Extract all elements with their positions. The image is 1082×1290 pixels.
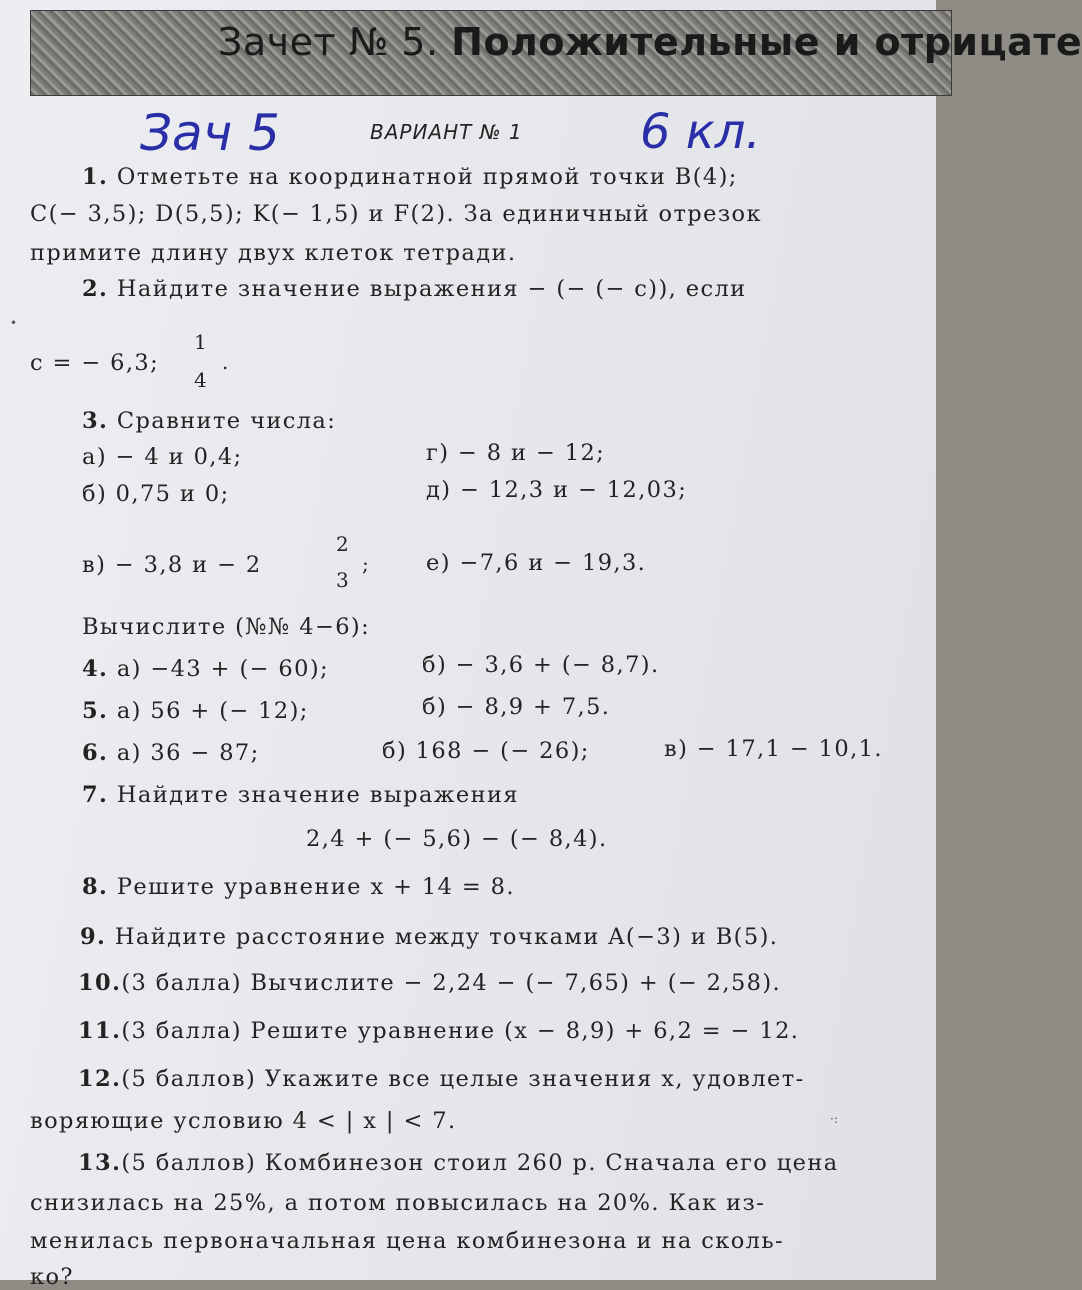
task-2-fraction-denominator: 4 [194, 368, 207, 392]
task-13-line-3: менилась первоначальная цена комбинезона и на сколь- [30, 1228, 785, 1254]
task-number: 6. [82, 740, 109, 766]
task-8 [82, 874, 515, 900]
task-3-g: г) − 8 и − 12; [426, 440, 606, 466]
task-3-fraction-numerator: 2 [336, 532, 349, 556]
handwritten-grade: 6 кл. [640, 104, 761, 160]
variant-label: ВАРИАНТ № 1 [370, 120, 523, 144]
task-3-title [82, 408, 336, 434]
task-text: Решите уравнение x + 14 = 8. [116, 874, 515, 900]
worksheet-title [218, 20, 1082, 64]
task-text: а) −43 + (− 60); [116, 656, 330, 682]
task-1-line-2: C(− 3,5); D(5,5); K(− 1,5) и F(2). За единичный отрезок [30, 201, 762, 227]
task-4-a [82, 656, 329, 682]
task-2-fraction-dot: . [222, 350, 229, 374]
title-prefix: Зачет № 5. [218, 20, 452, 64]
task-1-line-3: примите длину двух клеток тетради. [30, 240, 517, 266]
task-13-line-1 [78, 1150, 839, 1176]
task-number: 2. [82, 276, 109, 302]
task-text: (3 балла) Решите уравнение (x − 8,9) + 6,2 = − 12. [121, 1018, 800, 1044]
task-text: Отметьте на координатной прямой точки B(4); [116, 164, 738, 190]
task-9 [80, 924, 778, 950]
task-3-e: е) −7,6 и − 19,3. [426, 550, 647, 576]
task-number: 3. [82, 408, 109, 434]
task-number: 12. [78, 1066, 122, 1092]
task-7-line-1 [82, 782, 519, 808]
task-text: (5 баллов) Укажите все целые значения x, удовлет- [121, 1066, 805, 1092]
task-3-b: б) 0,75 и 0; [82, 481, 230, 507]
paper-speck: ·: [830, 1112, 838, 1126]
task-13-line-4: ко? [30, 1264, 74, 1290]
task-11 [78, 1018, 799, 1044]
task-10 [78, 970, 781, 996]
task-2-line-2: c = − 6,3; [30, 350, 160, 376]
task-6-v: в) − 17,1 − 10,1. [664, 736, 883, 762]
task-6-a [82, 740, 260, 766]
task-text: а) 56 + (− 12); [116, 698, 309, 724]
task-text: Найдите значение выражения − (− (− c)), если [116, 276, 747, 302]
task-3-fraction-semicolon: ; [362, 552, 369, 576]
compute-heading: Вычислите (№№ 4−6): [82, 614, 371, 640]
task-text: (3 балла) Вычислите − 2,24 − (− 7,65) + (− 2,58). [121, 970, 782, 996]
task-3-d: д) − 12,3 и − 12,03; [426, 477, 688, 503]
task-4-b: б) − 3,6 + (− 8,7). [422, 652, 660, 678]
task-3-v: в) − 3,8 и − 2 [82, 552, 262, 578]
title-topic: Положительные и отрицате [451, 20, 1082, 64]
task-text: Сравните числа: [116, 408, 337, 434]
task-5-b: б) − 8,9 + 7,5. [422, 694, 611, 720]
task-5-a [82, 698, 309, 724]
task-12-line-2: воряющие условию 4 < | x | < 7. [30, 1108, 457, 1134]
task-number: 1. [82, 164, 109, 190]
task-number: 11. [78, 1018, 122, 1044]
task-text: а) 36 − 87; [116, 740, 260, 766]
task-number: 13. [78, 1150, 122, 1176]
handwritten-test-number: Зач 5 [140, 104, 280, 162]
task-3-a: а) − 4 и 0,4; [82, 444, 243, 470]
task-7-expression: 2,4 + (− 5,6) − (− 8,4). [306, 826, 608, 852]
task-number: 8. [82, 874, 109, 900]
task-13-line-2: снизилась на 25%, а потом повысилась на 20%. Как из- [30, 1190, 766, 1216]
task-number: 9. [80, 924, 107, 950]
task-number: 5. [82, 698, 109, 724]
task-6-b: б) 168 − (− 26); [382, 738, 590, 764]
task-number: 10. [78, 970, 122, 996]
task-1-line-1 [82, 164, 738, 190]
task-number: 7. [82, 782, 109, 808]
task-text: (5 баллов) Комбинезон стоил 260 р. Сначала его цена [121, 1150, 839, 1176]
task-number: 4. [82, 656, 109, 682]
task-text: Найдите расстояние между точками A(−3) и B(5). [114, 924, 779, 950]
paper-speck: • [10, 316, 18, 330]
task-2-fraction-numerator: 1 [194, 330, 207, 354]
task-2-line-1 [82, 276, 747, 302]
task-12-line-1 [78, 1066, 805, 1092]
task-text: Найдите значение выражения [116, 782, 519, 808]
task-3-fraction-denominator: 3 [336, 568, 349, 592]
